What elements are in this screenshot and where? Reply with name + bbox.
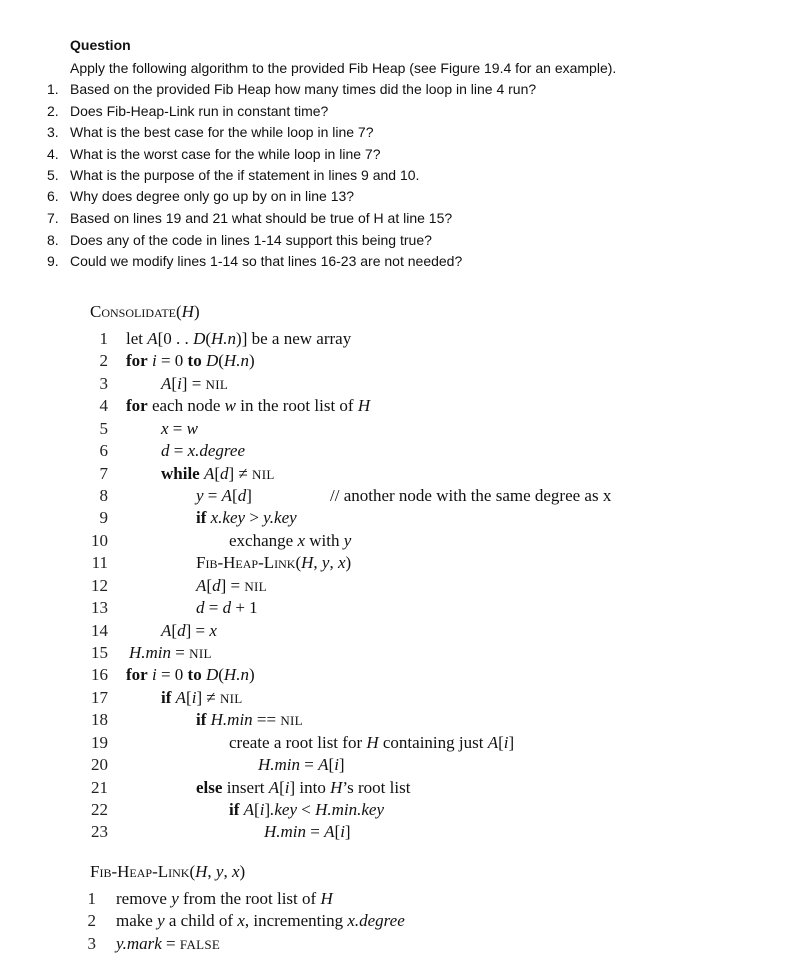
code-line: 18 if H.min == NIL [91, 710, 303, 729]
question-title: Question [70, 37, 131, 53]
code-line: 23 H.min = A[i] [91, 822, 351, 841]
code-line: 13 d = d + 1 [91, 598, 258, 617]
code-line: 3 A[i] = NIL [99, 374, 229, 393]
consolidate-title: Consolidate(H) [90, 302, 200, 321]
question-item: 3. What is the best case for the while loop in line 7? [47, 124, 374, 140]
code-line: 9 if x.key > y.key [99, 508, 297, 527]
code-line: 19 create a root list for H containing just A[i] [91, 733, 515, 752]
code-line: 20 H.min = A[i] [91, 755, 345, 774]
code-line: 7 while A[d] ≠ NIL [99, 464, 275, 483]
question-item: 1. Based on the provided Fib Heap how many times did the loop in line 4 run? [47, 81, 537, 97]
fib-heap-link-title: Fib-Heap-Link(H, y, x) [90, 862, 246, 881]
code-line: 15 H.min = NIL [91, 643, 212, 662]
code-line: 3 y.mark = FALSE [87, 934, 221, 953]
question-item: 2. Does Fib-Heap-Link run in constant time? [47, 103, 329, 119]
code-line: 1 let A[0 . . D(H.n)] be a new array [99, 329, 352, 348]
question-item: 7. Based on lines 19 and 21 what should be true of H at line 15? [47, 210, 453, 226]
code-line: 21 else insert A[i] into H’s root list [91, 778, 411, 797]
code-line: 1 remove y from the root list of H [87, 889, 333, 908]
code-line: 10 exchange x with y [91, 531, 352, 550]
code-line: 14 A[d] = x [91, 621, 217, 640]
question-item: 4. What is the worst case for the while loop in line 7? [47, 146, 381, 162]
code-line: 12 A[d] = NIL [91, 576, 267, 595]
question-item: 8. Does any of the code in lines 1-14 support this being true? [47, 232, 432, 248]
code-line: 17 if A[i] ≠ NIL [91, 688, 243, 707]
question-item: 9. Could we modify lines 1-14 so that lines 16-23 are not needed? [47, 253, 463, 269]
question-item: 5. What is the purpose of the if statement in lines 9 and 10. [47, 167, 420, 183]
code-line: 5 x = w [99, 419, 198, 438]
code-comment: // another node with the same degree as x [330, 486, 612, 505]
code-line: 6 d = x.degree [99, 441, 246, 460]
code-line: 2 for i = 0 to D(H.n) [99, 351, 255, 370]
code-line: 4 for each node w in the root list of H [99, 396, 371, 415]
code-line: 8 y = A[d] // another node with the same degree as x [99, 486, 612, 505]
question-item: 6. Why does degree only go up by on in line 13? [47, 188, 355, 204]
code-line: 22 if A[i].key < H.min.key [91, 800, 385, 819]
code-line: 11 Fib-Heap-Link(H, y, x) [91, 553, 352, 572]
code-line: 2 make y a child of x, incrementing x.degree [87, 911, 405, 930]
question-intro: Apply the following algorithm to the provided Fib Heap (see Figure 19.4 for an example). [70, 60, 617, 76]
code-line: 16 for i = 0 to D(H.n) [91, 665, 255, 684]
